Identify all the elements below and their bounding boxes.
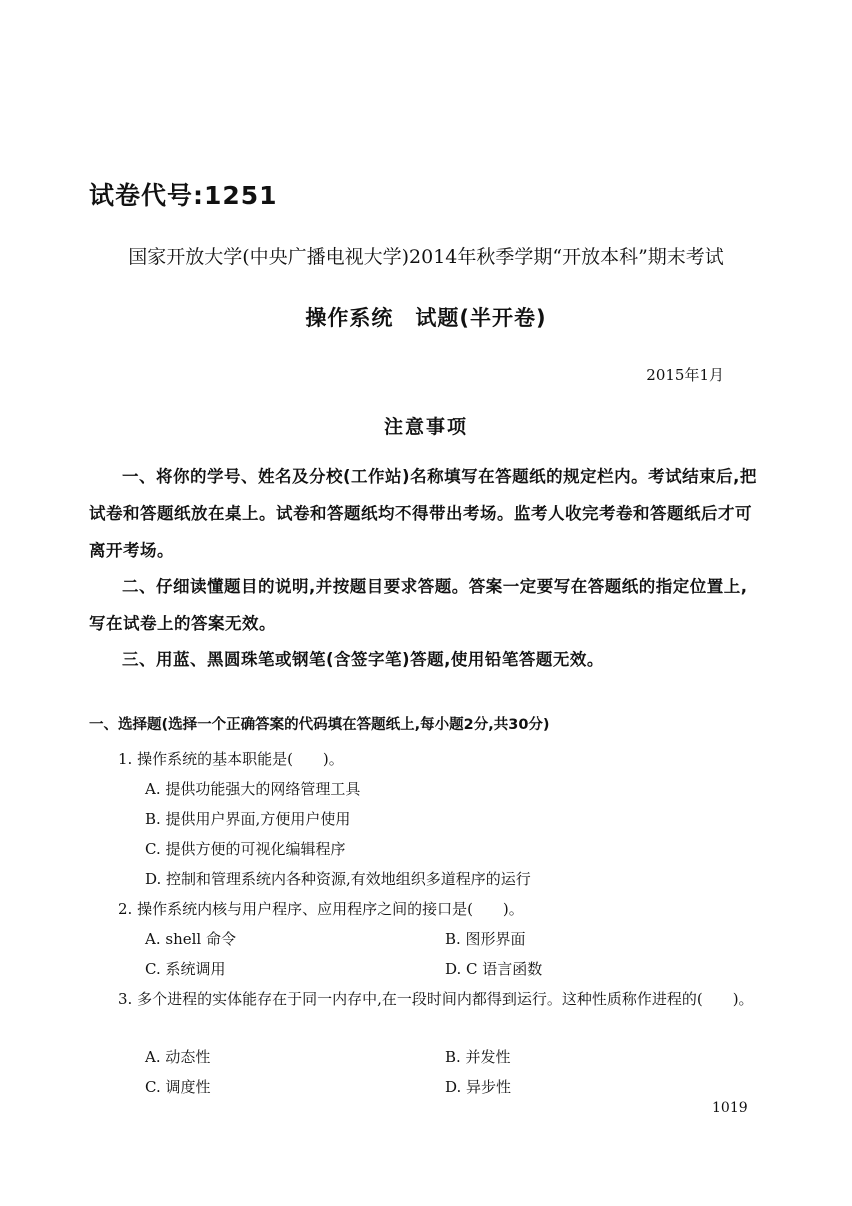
question-1-option-d: D. 控制和管理系统内各种资源,有效地组织多道程序的运行	[145, 870, 531, 888]
question-2-option-b: B. 图形界面	[445, 930, 526, 948]
section-heading: 一、选择题(选择一个正确答案的代码填在答题纸上,每小题2分,共30分)	[89, 717, 550, 733]
question-3-option-b: B. 并发性	[445, 1048, 511, 1066]
question-3-option-d: D. 异步性	[445, 1078, 512, 1096]
question-1-option-c: C. 提供方便的可视化编辑程序	[145, 840, 346, 858]
notice-item-1: 一、将你的学号、姓名及分校(工作站)名称填写在答题纸的规定栏内。考试结束后,把试卷和答题纸放在桌上。试卷和答题纸均不得带出考场。监考人收完考卷和答题纸后才可离开考场。	[89, 467, 757, 560]
question-2-option-a: A. shell 命令	[145, 930, 236, 948]
page-title: 操作系统 试题(半开卷)	[305, 306, 547, 330]
question-1-stem: 1. 操作系统的基本职能是( )。	[118, 750, 344, 768]
exam-name: 国家开放大学(中央广播电视大学)2014年秋季学期“开放本科”期末考试	[128, 246, 724, 268]
exam-date: 2015年1月	[646, 366, 724, 384]
question-2-option-d: D. C 语言函数	[445, 960, 543, 978]
question-3-option-a: A. 动态性	[145, 1048, 211, 1066]
notice-title: 注意事项	[383, 416, 468, 438]
question-2-stem: 2. 操作系统内核与用户程序、应用程序之间的接口是( )。	[118, 900, 524, 918]
question-1-option-b: B. 提供用户界面,方便用户使用	[145, 810, 351, 828]
paper-code: 试卷代号:1251	[89, 181, 278, 210]
question-3-option-c: C. 调度性	[145, 1078, 211, 1096]
notice-item-3: 三、用蓝、黑圆珠笔或钢笔(含签字笔)答题,使用铅笔答题无效。	[122, 650, 604, 669]
page-number: 1019	[712, 1100, 748, 1116]
notice-item-2: 二、仔细读懂题目的说明,并按题目要求答题。答案一定要写在答题纸的指定位置上,写在试卷上的答案无效。	[89, 577, 748, 633]
question-2-option-c: C. 系统调用	[145, 960, 226, 978]
question-1-option-a: A. 提供功能强大的网络管理工具	[145, 780, 361, 798]
question-3-stem: 3. 多个进程的实体能存在于同一内存中,在一段时间内都得到运行。这种性质称作进程的( )。	[118, 990, 754, 1008]
